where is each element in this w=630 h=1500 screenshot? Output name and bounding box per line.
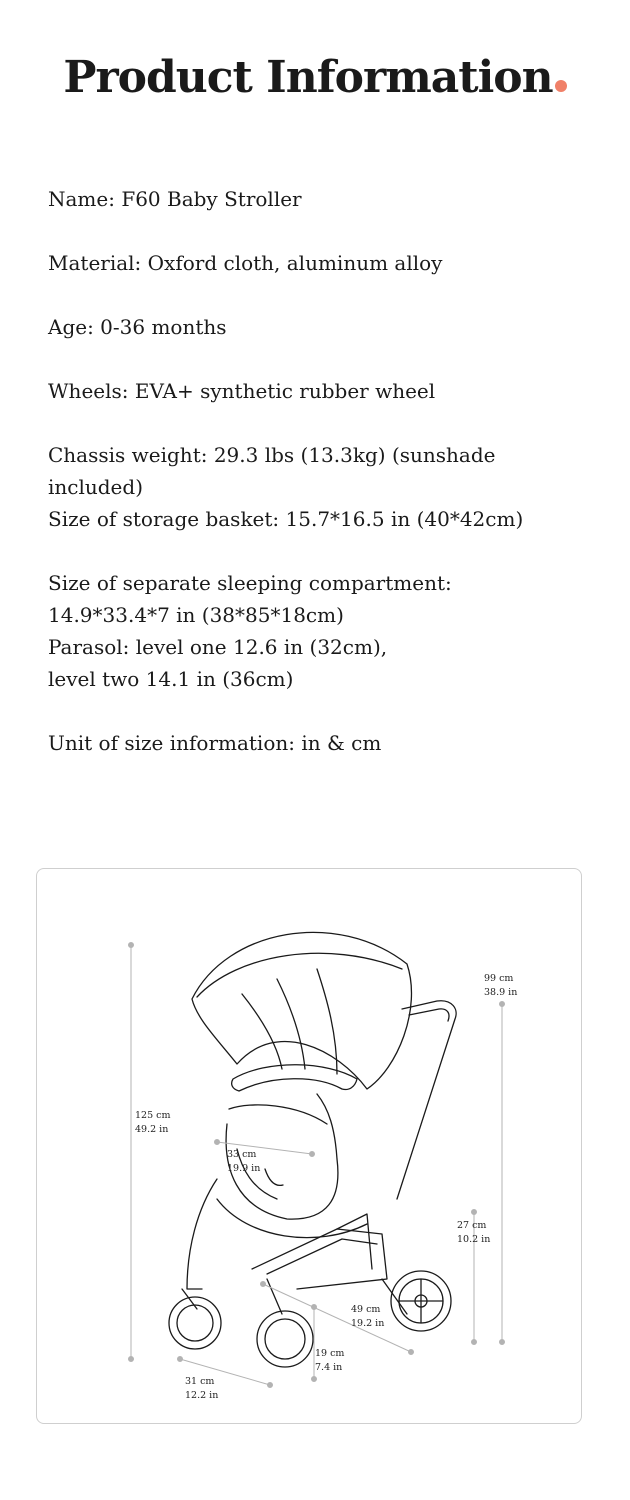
dim-handle-height — [484, 972, 517, 1000]
spec-sleeping-line2: 14.9*33.4*7 in (38*85*18cm) — [48, 603, 344, 627]
spec-sleeping-line1: Size of separate sleeping compartment: — [48, 571, 452, 595]
dim-seat-width-cm: 33 cm — [227, 1149, 257, 1160]
dim-wheelbase-in: 19.2 in — [351, 1318, 385, 1329]
dim-total-height-in: 49.2 in — [135, 1124, 169, 1135]
page-title — [0, 52, 630, 103]
dim-total-height — [135, 1109, 170, 1137]
dim-total-height-cm: 125 cm — [135, 1110, 171, 1121]
dim-rear-wheel — [457, 1219, 490, 1247]
spec-name: Name: F60 Baby Stroller — [48, 187, 302, 211]
spec-parasol-line1: Parasol: level one 12.6 in (32cm), — [48, 635, 388, 659]
spec-basket: Size of storage basket: 15.7*16.5 in (40*42cm) — [48, 507, 524, 531]
dimension-lines — [129, 943, 505, 1388]
stroller-illustration — [37, 869, 581, 1423]
spec-parasol-line2: level two 14.1 in (36cm) — [48, 667, 294, 691]
dim-front-width-cm: 31 cm — [185, 1376, 215, 1387]
dim-seat-width-in: 19.9 in — [227, 1163, 261, 1174]
page-title-text: Product Information — [63, 52, 553, 103]
spec-wheels: Wheels: EVA+ synthetic rubber wheel — [48, 379, 436, 403]
dim-front-wheel — [315, 1347, 344, 1375]
dim-front-wheel-in: 7.4 in — [315, 1362, 343, 1373]
dim-rear-wheel-cm: 27 cm — [457, 1220, 487, 1231]
dim-seat-width — [227, 1148, 260, 1176]
spec-chassis-weight-line1: Chassis weight: 29.3 lbs (13.3kg) (sunshade — [48, 443, 496, 467]
spec-chassis-weight-line2: included) — [48, 475, 143, 499]
title-dot-accent — [555, 80, 567, 92]
dim-wheelbase — [351, 1303, 384, 1331]
dim-handle-height-cm: 99 cm — [484, 973, 514, 984]
spec-list — [48, 183, 608, 759]
dim-rear-wheel-in: 10.2 in — [457, 1234, 491, 1245]
dim-wheelbase-cm: 49 cm — [351, 1304, 381, 1315]
dimension-diagram-card — [36, 868, 582, 1424]
spec-age: Age: 0-36 months — [48, 315, 227, 339]
dim-handle-height-in: 38.9 in — [484, 987, 518, 998]
spec-material: Material: Oxford cloth, aluminum alloy — [48, 251, 443, 275]
dim-front-width-in: 12.2 in — [185, 1390, 219, 1401]
spec-unit: Unit of size information: in & cm — [48, 731, 382, 755]
dim-front-wheel-cm: 19 cm — [315, 1348, 345, 1359]
dim-front-width — [185, 1375, 218, 1403]
